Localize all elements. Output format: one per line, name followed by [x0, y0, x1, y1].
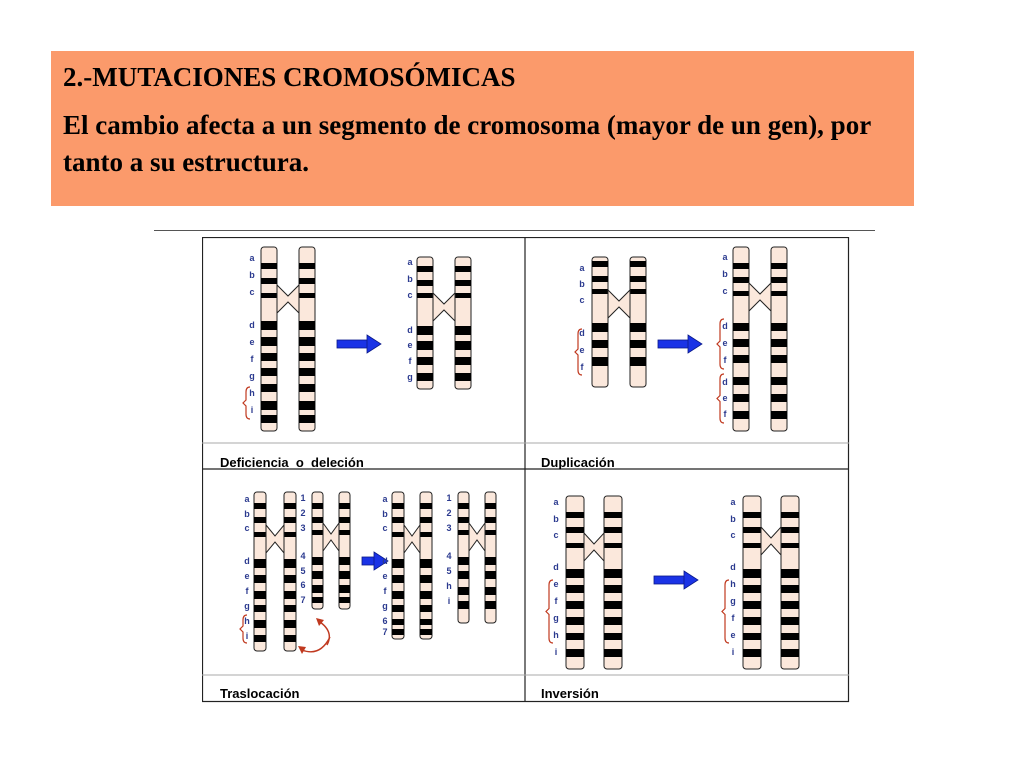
arrow-shaft: [658, 340, 690, 348]
band: [604, 512, 622, 518]
band: [604, 543, 622, 548]
chromatid: [485, 492, 496, 623]
gene-label: d: [407, 325, 413, 335]
band: [284, 620, 296, 628]
gene-label: b: [407, 274, 413, 284]
gene-label: d: [249, 320, 255, 330]
title-box: [51, 51, 914, 206]
band: [458, 601, 469, 609]
chromatid-body: [781, 496, 799, 669]
band: [420, 575, 432, 583]
band: [743, 585, 761, 593]
band: [592, 340, 608, 348]
band: [781, 512, 799, 518]
band: [254, 559, 266, 568]
band: [261, 263, 277, 269]
band: [743, 601, 761, 609]
band: [417, 373, 433, 381]
band: [592, 261, 608, 267]
chromatid-body: [455, 257, 471, 389]
band: [458, 587, 469, 595]
chromatid: [771, 247, 787, 431]
band: [339, 517, 350, 523]
band: [284, 517, 296, 523]
band: [566, 527, 584, 533]
gene-label: c: [553, 530, 559, 540]
page-description: El cambio afecta a un segmento de cromosoma (mayor de un gen), por tanto a su estructura.: [63, 110, 871, 177]
gene-label: e: [579, 345, 585, 355]
chromatid: [455, 257, 471, 389]
band: [566, 633, 584, 640]
band: [261, 337, 277, 346]
band: [485, 503, 496, 509]
band: [312, 503, 323, 509]
band: [420, 605, 432, 612]
band: [455, 326, 471, 335]
band: [771, 263, 787, 269]
band: [566, 512, 584, 518]
gene-label: e: [249, 337, 255, 347]
band: [299, 263, 315, 269]
band: [592, 357, 608, 366]
band: [392, 629, 404, 635]
gene-label: 3: [446, 523, 452, 533]
band: [458, 530, 469, 535]
band: [743, 649, 761, 657]
band: [339, 530, 350, 535]
band: [733, 263, 749, 269]
band: [299, 293, 315, 298]
gene-label: 6: [300, 580, 306, 590]
band: [604, 601, 622, 609]
band: [254, 635, 266, 642]
gene-label: 5: [300, 566, 306, 576]
gene-label: g: [553, 613, 559, 623]
gene-label: e: [553, 579, 559, 589]
band: [733, 411, 749, 419]
band: [417, 357, 433, 365]
band: [455, 266, 471, 272]
band: [299, 353, 315, 361]
gene-label: f: [723, 355, 727, 365]
band: [420, 559, 432, 568]
gene-label: b: [244, 509, 250, 519]
band: [771, 355, 787, 363]
chromatid: [284, 492, 296, 651]
band: [771, 394, 787, 402]
band: [743, 527, 761, 533]
band: [254, 575, 266, 583]
band: [566, 649, 584, 657]
gene-label: c: [382, 523, 388, 533]
band: [312, 530, 323, 535]
band: [733, 394, 749, 402]
gene-label: f: [245, 586, 249, 596]
band: [733, 323, 749, 331]
chromatid-body: [417, 257, 433, 389]
gene-label: a: [407, 257, 413, 267]
chromatid: [420, 492, 432, 639]
band: [420, 503, 432, 509]
gene-label: d: [579, 328, 585, 338]
band: [733, 291, 749, 296]
band: [743, 633, 761, 640]
band: [420, 532, 432, 537]
gene-label: 7: [382, 627, 388, 637]
band: [254, 620, 266, 628]
band: [781, 569, 799, 578]
band: [284, 532, 296, 537]
chromatid: [630, 257, 646, 387]
band: [420, 517, 432, 523]
gene-label: b: [730, 514, 736, 524]
band: [455, 357, 471, 365]
gene-label: a: [249, 253, 255, 263]
band: [743, 617, 761, 625]
band: [485, 571, 496, 579]
band: [392, 559, 404, 568]
gene-label: c: [249, 287, 255, 297]
band: [420, 629, 432, 635]
band: [261, 353, 277, 361]
band: [733, 339, 749, 347]
gene-label: d: [553, 562, 559, 572]
band: [743, 569, 761, 578]
band: [261, 368, 277, 376]
arrow-shaft: [337, 340, 369, 348]
band: [630, 289, 646, 294]
chromatid: [299, 247, 315, 431]
gene-label: g: [730, 596, 736, 606]
band: [604, 633, 622, 640]
gene-label: f: [250, 354, 254, 364]
band: [417, 280, 433, 286]
band: [733, 377, 749, 385]
band: [339, 585, 350, 593]
band: [455, 373, 471, 381]
band: [771, 377, 787, 385]
band: [261, 415, 277, 423]
chromatid-body: [604, 496, 622, 669]
band: [604, 569, 622, 578]
gene-label: a: [382, 494, 388, 504]
gene-label: b: [722, 269, 728, 279]
gene-label: 2: [446, 508, 452, 518]
gene-label: c: [244, 523, 250, 533]
band: [743, 543, 761, 548]
band: [261, 321, 277, 330]
band: [458, 517, 469, 523]
gene-label: i: [250, 405, 254, 415]
gene-label: f: [723, 409, 727, 419]
gene-label: h: [244, 616, 250, 626]
page-title: 2.-MUTACIONES CROMOSÓMICAS: [63, 62, 516, 92]
band: [630, 340, 646, 348]
band: [284, 591, 296, 599]
band: [630, 357, 646, 366]
band: [420, 591, 432, 599]
gene-label: d: [730, 562, 736, 572]
band: [254, 605, 266, 612]
band: [392, 503, 404, 509]
band: [299, 368, 315, 376]
band: [339, 557, 350, 565]
band: [781, 617, 799, 625]
band: [261, 293, 277, 298]
band: [299, 401, 315, 410]
band: [284, 605, 296, 612]
gene-label: e: [244, 571, 250, 581]
band: [771, 291, 787, 296]
band: [312, 597, 323, 603]
band: [392, 517, 404, 523]
band: [392, 619, 404, 625]
gene-label: e: [722, 393, 728, 403]
band: [254, 532, 266, 537]
band: [771, 339, 787, 347]
band: [781, 601, 799, 609]
gene-label: 4: [300, 551, 306, 561]
band: [392, 532, 404, 537]
inversion-title: Inversión: [541, 686, 599, 701]
gene-label: a: [579, 263, 585, 273]
gene-label: 7: [300, 595, 306, 605]
band: [485, 557, 496, 565]
band: [743, 512, 761, 518]
gene-label: f: [408, 356, 412, 366]
divider-line: [154, 230, 875, 231]
chromatid: [781, 496, 799, 669]
band: [458, 571, 469, 579]
band: [781, 585, 799, 593]
band: [781, 649, 799, 657]
gene-label: c: [407, 290, 413, 300]
gene-label: i: [731, 647, 735, 657]
band: [630, 323, 646, 332]
gene-label: b: [382, 509, 388, 519]
band: [312, 557, 323, 565]
gene-label: c: [722, 286, 728, 296]
chromatid: [458, 492, 469, 623]
band: [284, 575, 296, 583]
band: [312, 517, 323, 523]
gene-label: a: [722, 252, 728, 262]
band: [417, 293, 433, 298]
gene-label: e: [382, 571, 388, 581]
band: [284, 559, 296, 568]
band: [339, 597, 350, 603]
band: [733, 277, 749, 283]
band: [458, 557, 469, 565]
deletion-title: Deficiencia o deleción: [220, 455, 364, 470]
band: [417, 266, 433, 272]
gene-label: b: [579, 279, 585, 289]
band: [312, 571, 323, 579]
gene-label: e: [407, 340, 413, 350]
gene-label: f: [383, 586, 387, 596]
band: [392, 575, 404, 583]
gene-label: 6: [382, 616, 388, 626]
band: [417, 326, 433, 335]
band: [455, 293, 471, 298]
chromatid: [339, 492, 350, 609]
arrow-shaft: [654, 576, 686, 584]
band: [771, 323, 787, 331]
gene-label: g: [249, 371, 255, 381]
band: [284, 635, 296, 642]
band: [455, 280, 471, 286]
band: [592, 276, 608, 282]
gene-label: g: [244, 601, 250, 611]
gene-label: i: [447, 596, 451, 606]
band: [733, 355, 749, 363]
band: [254, 591, 266, 599]
band: [566, 601, 584, 609]
band: [485, 601, 496, 609]
band: [781, 543, 799, 548]
band: [592, 323, 608, 332]
duplication-title: Duplicación: [541, 455, 615, 470]
chromatid: [604, 496, 622, 669]
translocation-title: Traslocación: [220, 686, 300, 701]
band: [485, 517, 496, 523]
gene-label: e: [722, 338, 728, 348]
gene-label: b: [249, 270, 255, 280]
band: [284, 503, 296, 509]
band: [261, 278, 277, 284]
gene-label: b: [553, 514, 559, 524]
band: [254, 517, 266, 523]
gene-label: a: [553, 497, 559, 507]
chromatid: [592, 257, 608, 387]
band: [592, 289, 608, 294]
band: [420, 619, 432, 625]
chromatid: [417, 257, 433, 389]
chromatid-body: [743, 496, 761, 669]
band: [299, 278, 315, 284]
band: [485, 530, 496, 535]
band: [254, 503, 266, 509]
band: [566, 569, 584, 578]
chromatid: [743, 496, 761, 669]
gene-label: a: [730, 497, 736, 507]
band: [771, 411, 787, 419]
gene-label: 1: [300, 493, 306, 503]
chromatid: [566, 496, 584, 669]
band: [781, 633, 799, 640]
band: [261, 401, 277, 410]
band: [458, 503, 469, 509]
gene-label: h: [446, 581, 452, 591]
band: [630, 261, 646, 267]
chromatid-body: [566, 496, 584, 669]
band: [455, 341, 471, 350]
band: [566, 543, 584, 548]
chromatid: [733, 247, 749, 431]
band: [604, 585, 622, 593]
gene-label: d: [722, 377, 728, 387]
band: [566, 617, 584, 625]
gene-label: f: [554, 596, 558, 606]
gene-label: 2: [300, 508, 306, 518]
band: [299, 384, 315, 392]
gene-label: 1: [446, 493, 452, 503]
band: [261, 384, 277, 392]
band: [604, 617, 622, 625]
band: [630, 276, 646, 282]
gene-label: a: [244, 494, 250, 504]
gene-label: f: [580, 362, 584, 372]
gene-label: d: [244, 556, 250, 566]
band: [299, 415, 315, 423]
band: [339, 503, 350, 509]
band: [392, 605, 404, 612]
band: [604, 649, 622, 657]
band: [771, 277, 787, 283]
band: [417, 341, 433, 350]
band: [604, 527, 622, 533]
gene-label: 4: [446, 551, 452, 561]
gene-label: c: [730, 530, 736, 540]
chromatid: [261, 247, 277, 431]
gene-label: i: [554, 647, 558, 657]
band: [566, 585, 584, 593]
band: [339, 571, 350, 579]
band: [299, 321, 315, 330]
band: [781, 527, 799, 533]
mutation-diagram: [202, 237, 850, 703]
gene-label: g: [407, 372, 413, 382]
gene-label: h: [730, 579, 736, 589]
band: [299, 337, 315, 346]
gene-label: h: [249, 388, 255, 398]
gene-label: f: [731, 613, 735, 623]
gene-label: c: [579, 295, 585, 305]
gene-label: g: [382, 601, 388, 611]
gene-label: i: [245, 631, 249, 641]
band: [485, 587, 496, 595]
gene-label: e: [730, 630, 736, 640]
gene-label: 5: [446, 566, 452, 576]
band: [392, 591, 404, 599]
chromatid: [392, 492, 404, 639]
gene-label: d: [722, 321, 728, 331]
gene-label: h: [553, 630, 559, 640]
band: [312, 585, 323, 593]
chromatid: [254, 492, 266, 651]
chromatid: [312, 492, 323, 609]
gene-label: 3: [300, 523, 306, 533]
gene-label: d: [382, 556, 388, 566]
